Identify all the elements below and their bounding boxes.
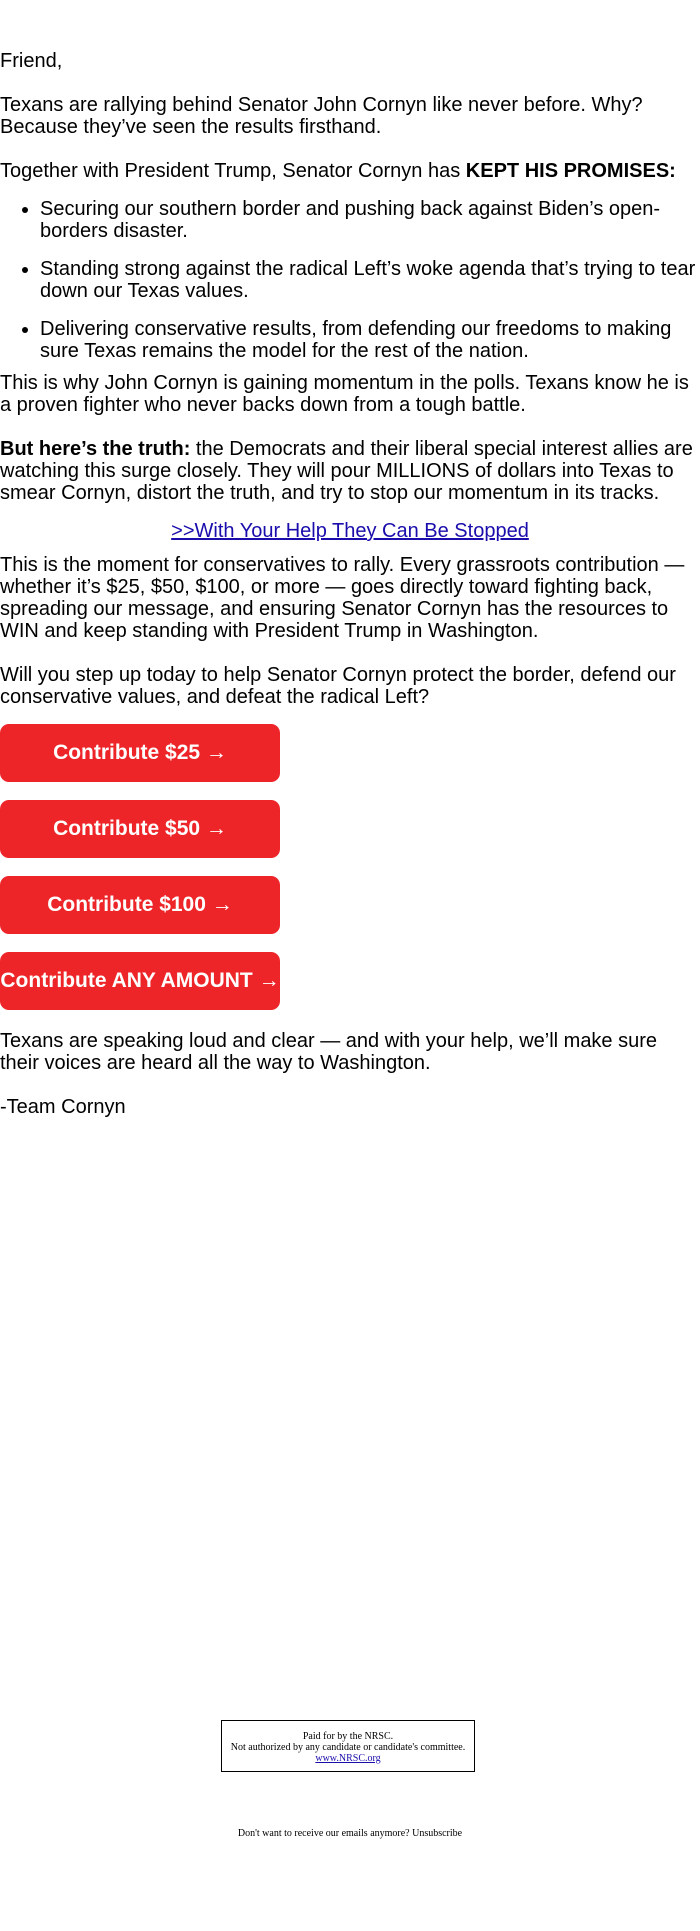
paid-for-disclaimer-box (221, 1720, 475, 1772)
contribute-any-amount-button[interactable]: Contribute ANY AMOUNT → (0, 952, 280, 1010)
contribute-100-button[interactable]: Contribute $100 → (0, 876, 280, 934)
nrsc-website-link[interactable]: www.NRSC.org (315, 1753, 381, 1764)
signature: -Team Cornyn (0, 1096, 126, 1118)
help-stop-them-link[interactable]: >>With Your Help They Can Be Stopped (171, 520, 529, 542)
contribute-50-button[interactable]: Contribute $50 → (0, 800, 280, 858)
promises-lead: Together with President Trump, Senator Cornyn has (0, 160, 466, 182)
contribute-25-button[interactable]: Contribute $25 → (0, 724, 280, 782)
promise-list (0, 198, 700, 362)
promises-emphasis: KEPT HIS PROMISES: (465, 160, 676, 182)
unsubscribe-line[interactable]: Don't want to receive our emails anymore? Unsubscribe (237, 1828, 463, 1839)
promise-item: • Securing our southern border and pushing back against Biden’s open-borders disaster. (40, 198, 700, 242)
ask-paragraph: Will you step up today to help Senator Cornyn protect the border, defend our conservative values, and defeat the radical Left? (0, 664, 676, 708)
truth-emphasis: But here’s the truth: (0, 438, 191, 460)
rally-paragraph: This is the moment for conservatives to rally. Every grassroots contribution — whether it’s $25, $50, $100, or more — goes directly toward fighting back, spreading our message, and ensuring Senator Cornyn has the resources to WIN and keep standing with President Trump in Washington. (0, 554, 685, 642)
greeting: Friend, (0, 50, 63, 72)
paid-for-text: Paid for by the NRSC. (302, 1731, 394, 1742)
momentum-paragraph: This is why John Cornyn is gaining momentum in the polls. Texans know he is a proven fighter who never backs down from a tough battle. (0, 372, 689, 416)
truth-body: the Democrats and their liberal special interest allies are watching this surge closely. They will pour MILLIONS of dollars into Texas to smear Cornyn, distort the truth, and try to stop our momentum in its tracks. (0, 438, 693, 504)
email-body (0, 50, 700, 1140)
promise-item: • Delivering conservative results, from defending our freedoms to making sure Texas remains the model for the rest of the nation. (40, 318, 700, 362)
authorization-disclaimer: Not authorized by any candidate or candidate's committee. (230, 1742, 466, 1753)
closing-paragraph: Texans are speaking loud and clear — and with your help, we’ll make sure their voices are heard all the way to Washington. (0, 1030, 658, 1074)
donation-buttons (0, 724, 700, 1010)
intro-paragraph: Texans are rallying behind Senator John Cornyn like never before. Why? Because they’ve seen the results firsthand. (0, 94, 643, 138)
truth-paragraph (0, 438, 700, 504)
promise-item: • Standing strong against the radical Left’s woke agenda that’s trying to tear down our Texas values. (40, 258, 700, 302)
promises-heading (0, 160, 700, 182)
cta-link-wrapper (0, 520, 700, 542)
